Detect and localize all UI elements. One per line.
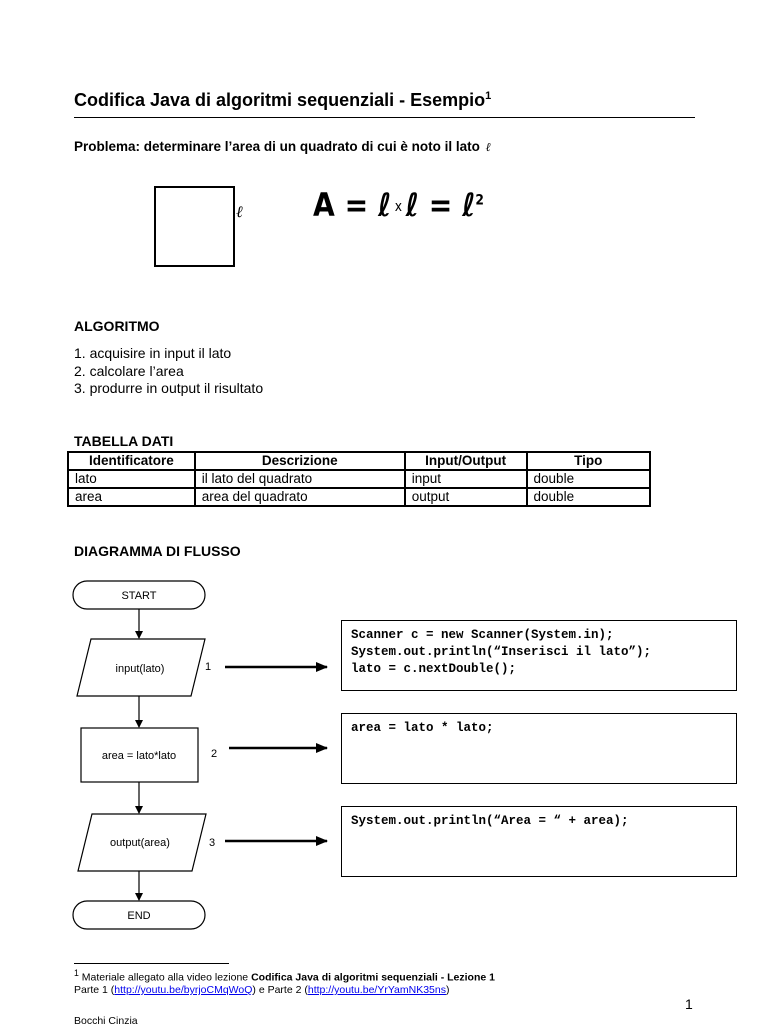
footnote-link-part2[interactable]: http://youtu.be/YrYamNK35ns	[307, 984, 446, 996]
start-label: START	[121, 590, 157, 602]
table-cell: output	[405, 488, 527, 506]
footnote-middle: ) e Parte 2 (	[252, 984, 308, 996]
output-node-label: output(area)	[110, 837, 170, 849]
formula-times: x	[394, 199, 403, 215]
footnote-suffix: )	[446, 984, 450, 996]
page-number: 1	[685, 996, 693, 1012]
step-number: 2	[211, 748, 218, 760]
code-block: area = lato * lato;	[341, 713, 737, 784]
footnote-line-1	[74, 968, 495, 984]
code-block: System.out.println(“Area = “ + area);	[341, 806, 737, 877]
algorithm-step: 1. acquisire in input il lato	[74, 345, 232, 361]
table-cell: input	[405, 470, 527, 488]
process-node-label: area = lato*lato	[101, 750, 177, 762]
table-header: Input/Output	[405, 452, 527, 470]
table-header: Descrizione	[195, 452, 405, 470]
table-cell: double	[527, 488, 650, 506]
table-cell: area del quadrato	[195, 488, 405, 506]
table-header: Identificatore	[68, 452, 195, 470]
footnote-lesson-title: Codifica Java di algoritmi sequenziali - Lezione 1	[251, 971, 495, 984]
step-number: 3	[209, 837, 216, 849]
table-cell: double	[527, 470, 650, 488]
author-name: Bocchi Cinzia	[74, 1015, 138, 1027]
input-node-label: input(lato)	[115, 663, 165, 675]
data-table-heading: TABELLA DATI	[74, 433, 174, 449]
footnote-separator	[74, 963, 229, 964]
footnote-link-part1[interactable]: http://youtu.be/byrjoCMqWoQ	[114, 984, 253, 996]
code-block: Scanner c = new Scanner(System.in); System.out.println(“Inserisci il lato”); lato = c.nextDouble();	[341, 620, 737, 691]
formula-part-a: A = ℓ	[313, 186, 392, 224]
title-text: Codifica Java di algoritmi sequenziali - Esempio	[74, 90, 486, 110]
problem-text: Problema: determinare l’area di un quadrato di cui è noto il lato	[74, 139, 480, 154]
formula-exponent: 2	[475, 192, 484, 209]
footnote-prefix: Materiale allegato alla video lezione	[81, 971, 249, 984]
algorithm-step: 2. calcolare l’area	[74, 362, 184, 379]
footnote-number: 1	[74, 968, 79, 978]
table-cell: area	[68, 488, 195, 506]
footnote-part1-label: Parte 1 (	[74, 984, 115, 996]
table-cell: lato	[68, 470, 195, 488]
algorithm-step: 3. produrre in output il risultato	[74, 380, 264, 396]
footnote-line-2	[74, 984, 450, 996]
table-header: Tipo	[527, 452, 650, 470]
formula-part-b: ℓ = ℓ	[405, 186, 476, 224]
step-number: 1	[205, 661, 212, 673]
table-cell: il lato del quadrato	[195, 470, 405, 488]
end-label: END	[127, 910, 151, 922]
square-side-label: ℓ	[236, 202, 243, 221]
flowchart-heading: DIAGRAMMA DI FLUSSO	[74, 543, 241, 559]
algorithm-heading: ALGORITMO	[74, 318, 160, 334]
problem-symbol: ℓ	[485, 140, 491, 154]
title-footnote-ref: 1	[485, 90, 492, 102]
